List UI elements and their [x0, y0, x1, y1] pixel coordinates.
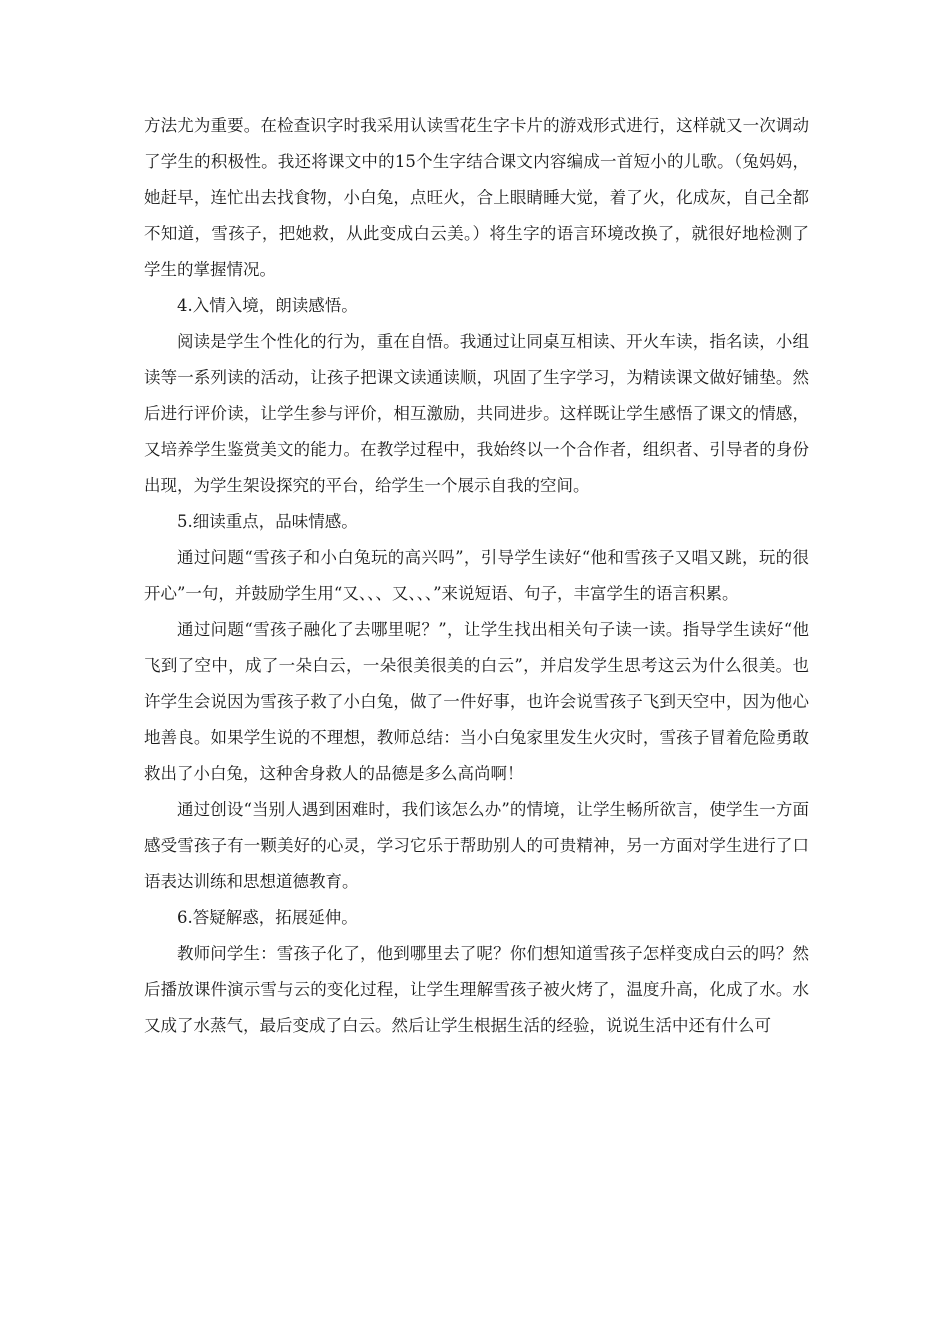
section-heading-4: 4.入情入境，朗读感悟。: [177, 296, 358, 315]
document-body: [144, 108, 809, 1044]
paragraph: 通过创设“当别人遇到困难时，我们该怎么办”的情境，让学生畅所欲言，使学生一方面感受雪孩子有一颗美好的心灵，学习它乐于帮助别人的可贵精神，另一方面对学生进行了口语表达训练和思想道德教育。: [144, 800, 809, 891]
section-heading-6: 6.答疑解惑，拓展延伸。: [177, 908, 358, 927]
paragraph: 通过问题“雪孩子融化了去哪里呢？”，让学生找出相关句子读一读。指导学生读好“他飞到了空中，成了一朵白云，一朵很美很美的白云”，并启发学生思考这云为什么很美。也许学生会说因为雪孩子救了小白兔，做了一件好事，也许会说雪孩子飞到天空中，因为他心地善良。如果学生说的不理想，教师总结：当小白兔家里发生火灾时，雪孩子冒着危险勇敢救出了小白兔，这种舍身救人的品德是多么高尚啊！: [144, 620, 809, 783]
paragraph: 通过问题“雪孩子和小白兔玩的高兴吗”，引导学生读好“他和雪孩子又唱又跳，玩的很开心”一句，并鼓励学生用“又、、、又、、、”来说短语、句子，丰富学生的语言积累。: [144, 548, 809, 603]
paragraph: 教师问学生：雪孩子化了，他到哪里去了呢？你们想知道雪孩子怎样变成白云的吗？然后播放课件演示雪与云的变化过程，让学生理解雪孩子被火烤了，温度升高，化成了水。水又成了水蒸气，最后变成了白云。然后让学生根据生活的经验，说说生活中还有什么可: [144, 944, 809, 1035]
paragraph-continuation: 方法尤为重要。在检查识字时我采用认读雪花生字卡片的游戏形式进行，这样就又一次调动了学生的积极性。我还将课文中的15个生字结合课文内容编成一首短小的儿歌。（兔妈妈，她赶早，连忙出去找食物，小白兔，点旺火，合上眼睛睡大觉，着了火，化成灰，自己全都不知道，雪孩子，把她救，从此变成白云美。）将生字的语言环境改换了，就很好地检测了学生的掌握情况。: [144, 116, 809, 279]
section-heading-5: 5.细读重点，品味情感。: [177, 512, 358, 531]
paragraph: 阅读是学生个性化的行为，重在自悟。我通过让同桌互相读、开火车读，指名读，小组读等一系列读的活动，让孩子把课文读通读顺，巩固了生字学习，为精读课文做好铺垫。然后进行评价读，让学生参与评价，相互激励，共同进步。这样既让学生感悟了课文的情感，又培养学生鉴赏美文的能力。在教学过程中，我始终以一个合作者，组织者、引导者的身份出现，为学生架设探究的平台，给学生一个展示自我的空间。: [144, 332, 809, 495]
